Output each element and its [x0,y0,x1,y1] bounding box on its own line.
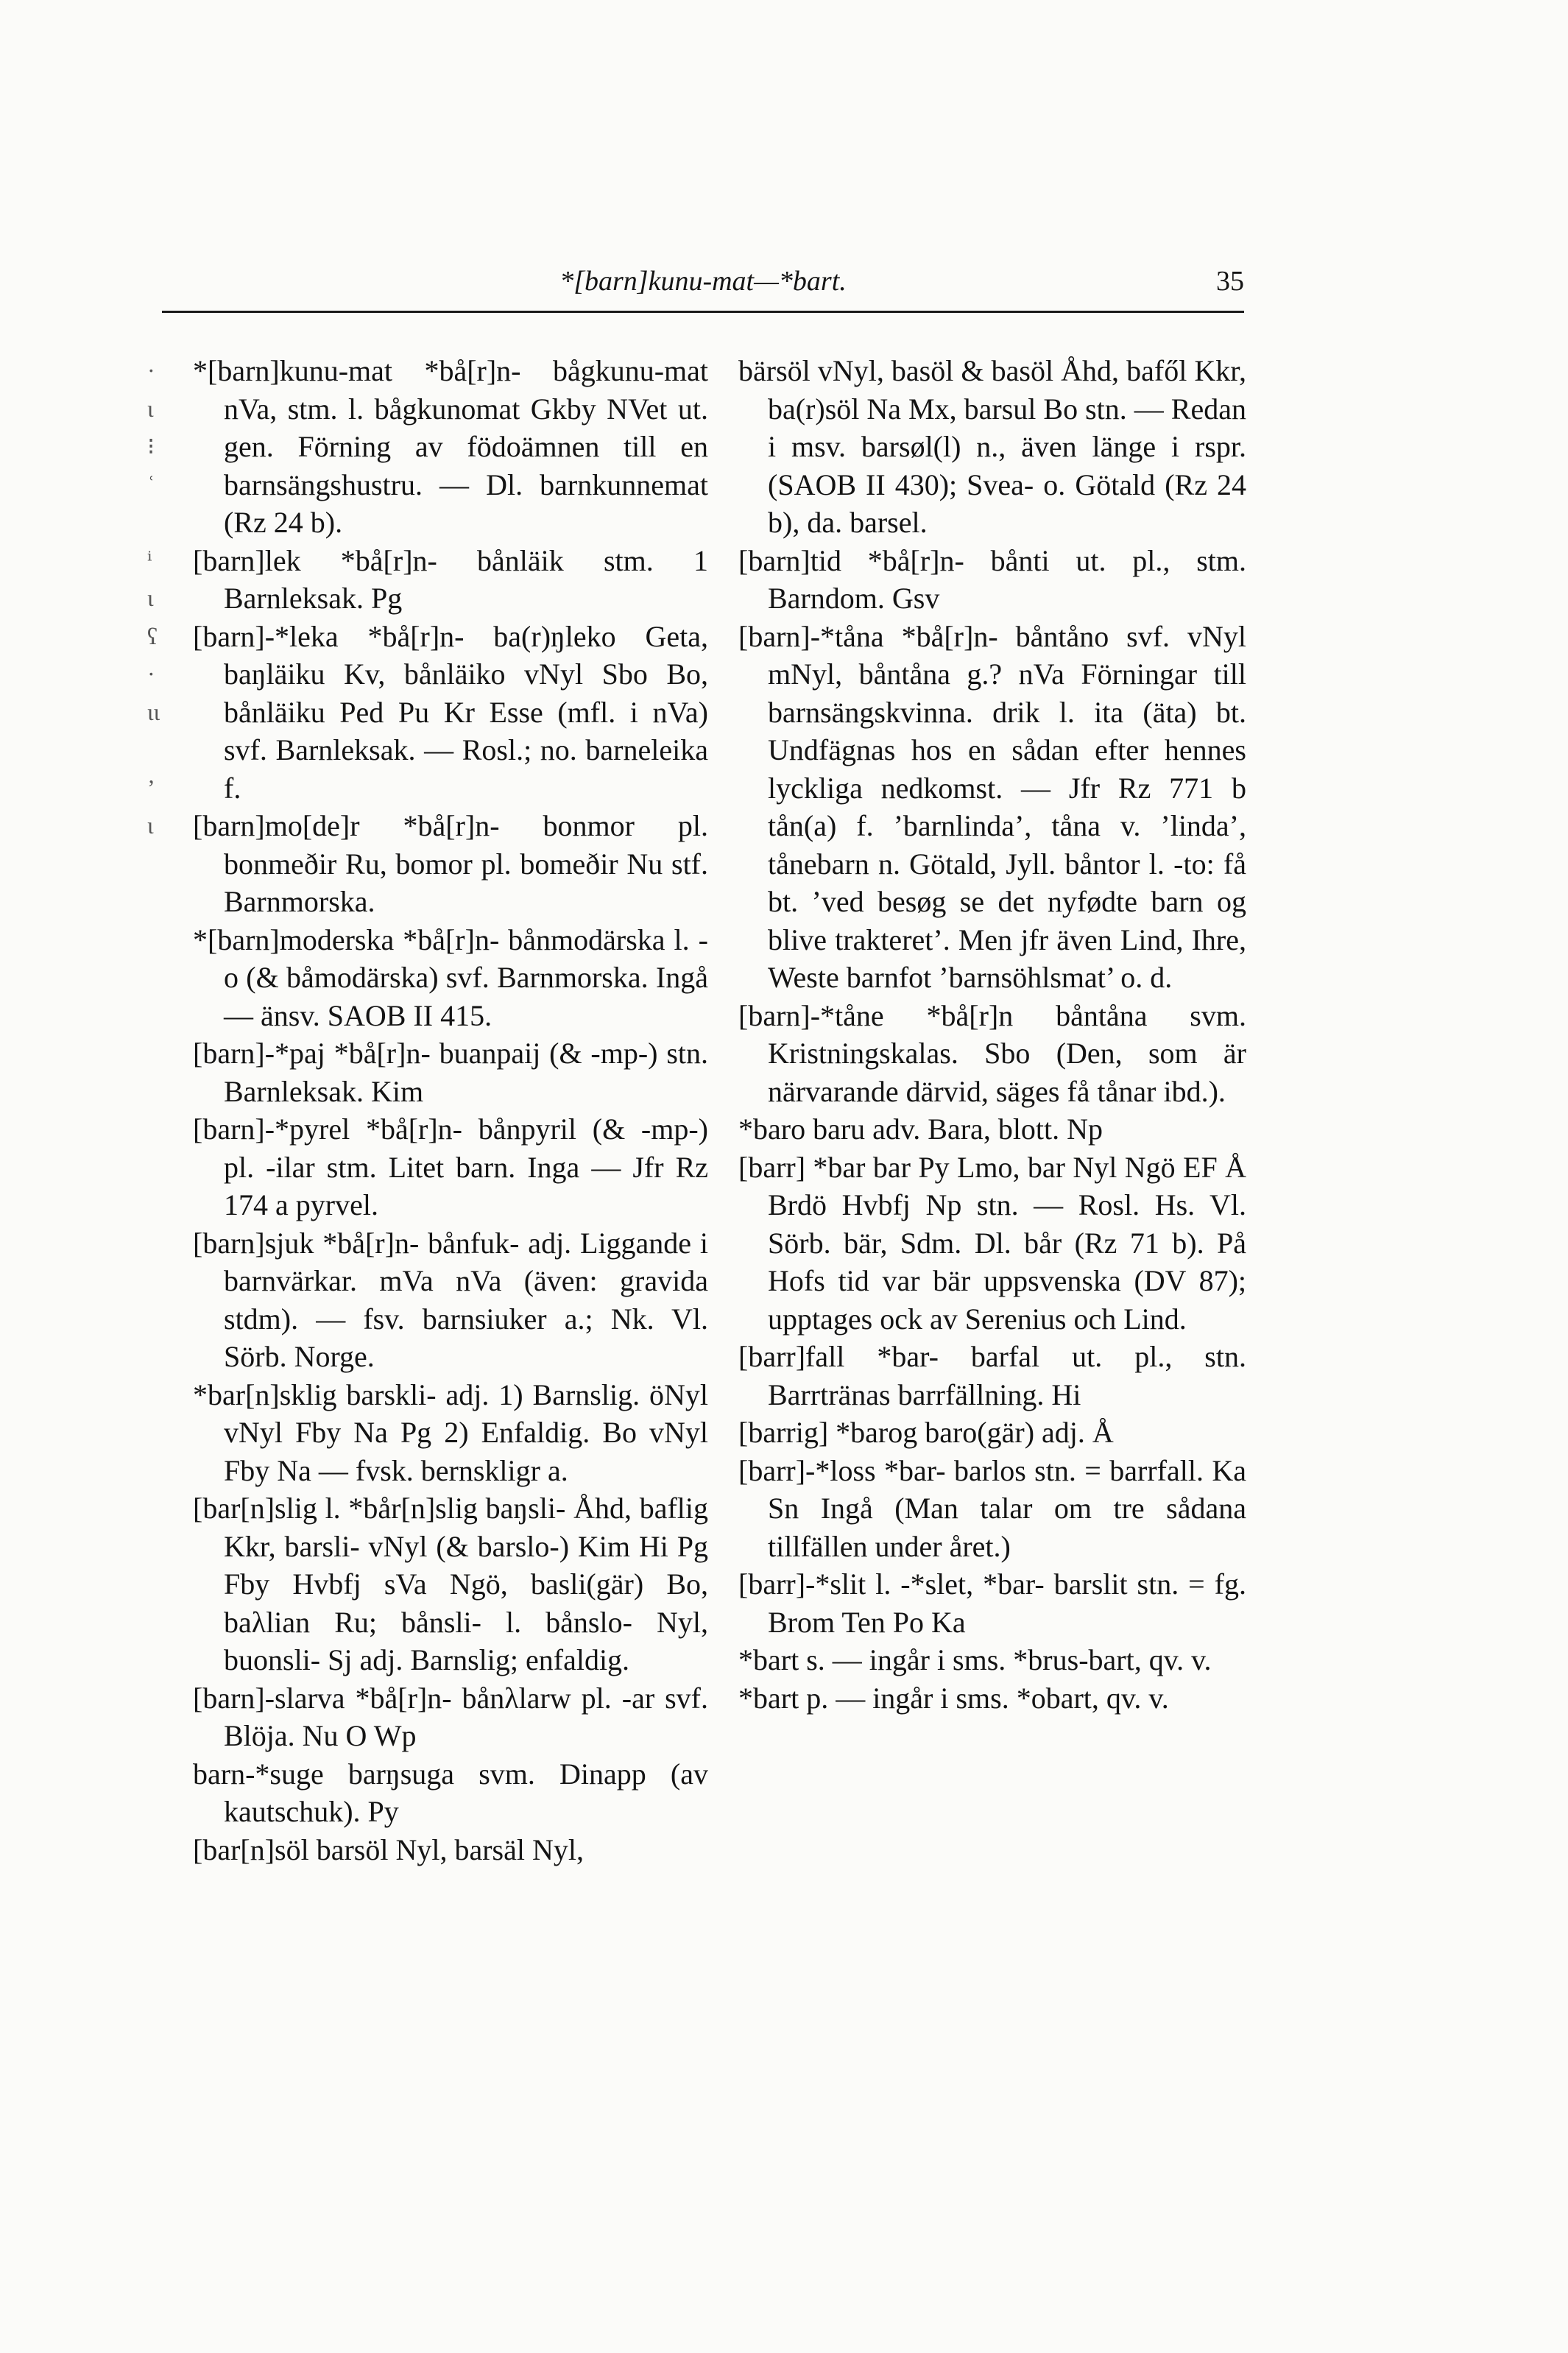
dictionary-entry: [barn]-*pyrel *bå[r]n- bånpyril (& -mp-) pl. -ilar stm. Litet barn. Inga — Jfr Rz 174 a pyrvel. [193,1112,708,1221]
dictionary-entry: [barn]tid *bå[r]n- bånti ut. pl., stm. Barndom. Gsv [738,543,1246,615]
margin-mark: ɩ [147,585,154,611]
right-column [738,352,1246,1717]
dictionary-entry: [barn]-*leka *bå[r]n- ba(r)ŋleko Geta, baŋläiku Kv, bånläiko vNyl Sbo Bo, bånläiku Ped Pu Kr Esse (mfl. i nVa) svf. Barnleksak. — Rosl.; no. barneleika f. [193,619,708,805]
running-header [162,265,1244,313]
dictionary-entry: *bart p. — ingår i sms. *obart, qv. v. [738,1681,1169,1715]
margin-mark: ʿ [147,470,155,498]
dictionary-entry: [barn]mo[de]r *bå[r]n- bonmor pl. bonmeðir Ru, bomor pl. bomeðir Nu stf. Barnmorska. [193,809,708,918]
margin-mark: ʕ [147,622,158,649]
page-number: 35 [1216,266,1244,297]
dictionary-entry: [barn]sjuk *bå[r]n- bånfuk- adj. Liggande i barnvärkar. mVa nVa (även: gravida stdm). — fsv. barnsiuker a.; Nk. Vl. Sörb. Norge. [193,1226,708,1373]
dictionary-entry: [barn]-slarva *bå[r]n- bånλlarw pl. -ar svf. Blöja. Nu O Wp [193,1681,708,1752]
dictionary-entry: [barr]fall *bar- barfal ut. pl., stn. Barrtränas barrfällning. Hi [738,1340,1246,1411]
dictionary-entry: [barn]-*paj *bå[r]n- buanpaij (& -mp-) stn. Barnleksak. Kim [193,1037,708,1108]
dictionary-entry: [bar[n]slig l. *bår[n]slig baŋsli- Åhd, baflig Kkr, barsli- vNyl (& barslo-) Kim Hi Pg Fby Hvbfj sVa Ngö, basli(gär) Bo, baλlian Ru; bånsli- l. bånslo- Nyl, buonsli- Sj adj. Barnslig; enfaldig. [193,1492,708,1676]
dictionary-entry: barn-*suge barŋsuga svm. Dinapp (av kautschuk). Py [193,1757,708,1828]
margin-mark [147,731,177,769]
margin-mark: ⁱ [147,546,152,574]
margin-mark: · [147,660,155,687]
margin-mark: ⁝ [147,433,155,459]
margin-mark: ɩ [147,812,154,839]
dictionary-entry: *[barn]kunu-mat *bå[r]n- bågkunu-mat nVa, stm. l. bågkunomat Gkby NVet ut. gen. Förning av födoämnen till en barnsängshustru. — Dl. barnkunnemat (Rz 24 b). [193,354,708,539]
dictionary-entry: [barn]-*tåne *bå[r]n båntåna svm. Kristningskalas. Sbo (Den, som är närvarande därvid, säges få tånar ibd.). [738,998,1246,1108]
dictionary-entry: bärsöl vNyl, basöl & basöl Åhd, bafől Kkr, ba(r)söl Na Mx, barsul Bo stn. — Redan i msv. barsøl(l) n., även länge i rspr. (SAOB II 430); Svea- o. Götald (Rz 24 b), da. barsel. [738,354,1246,539]
margin-mark: ɩ [147,395,154,422]
running-title: *[barn]kunu-mat—*bart. [559,266,847,297]
dictionary-entry: *bart s. — ingår i sms. *brus-bart, qv. v. [738,1643,1212,1676]
dictionary-entry: *baro baru adv. Bara, blott. Np [738,1112,1103,1146]
dictionary-entry: [bar[n]söl barsöl Nyl, barsäl Nyl, [193,1832,584,1866]
margin-marks [147,352,177,845]
dictionary-entry: [barr]-*loss *bar- barlos stn. = barrfall. Ka Sn Ingå (Man talar om tre sådana tillfällen under året.) [738,1453,1246,1563]
dictionary-entry: [barrig] *barog baro(gär) adj. Å [738,1416,1114,1449]
margin-mark: · [147,357,155,384]
dictionary-entry: [barn]-*tåna *bå[r]n- båntåno svf. vNyl mNyl, båntåna g.? nVa Förningar till barnsängskvinna. drik l. ita (äta) bt. Undfägnas hos en sådan efter hennes lyckliga nedkomst. — Jfr Rz 771 b tån(a) f. ’barnlinda’, tåna v. ’linda’, tånebarn n. Götald, Jyll. båntor l. -to: få bt. ’ved besøg se det nyfødte barn og blive trakteret’. Men jfr även Lind, Ihre, Weste barnfot ’barnsöhlsmat’ o. d. [738,619,1246,994]
margin-mark: ʼ [147,774,155,801]
dictionary-entry: *bar[n]sklig barskli- adj. 1) Barnslig. öNyl vNyl Fby Na Pg 2) Enfaldig. Bo vNyl Fby Na — fvsk. bernskligr a. [193,1377,708,1487]
dictionary-entry: [barn]lek *bå[r]n- bånläik stm. 1 Barnleksak. Pg [193,543,708,615]
dictionary-entry: [barr]-*slit l. -*slet, *bar- barslit stn. = fg. Brom Ten Po Ka [738,1567,1246,1639]
margin-mark [147,504,177,542]
left-column [193,352,708,1869]
dictionary-entry: *[barn]moderska *bå[r]n- bånmodärska l. -o (& båmodärska) svf. Barnmorska. Ingå — änsv. SAOB II 415. [193,922,708,1032]
dictionary-entry: [barr] *bar bar Py Lmo, bar Nyl Ngö EF Å Brdö Hvbfj Np stn. — Rosl. Hs. Vl. Sörb. bär, Sdm. Dl. bår (Rz 71 b). På Hofs tid var bär uppsvenska (DV 87); upptages ock av Serenius och Lind. [738,1150,1246,1336]
margin-mark: ɩɩ [147,698,160,725]
